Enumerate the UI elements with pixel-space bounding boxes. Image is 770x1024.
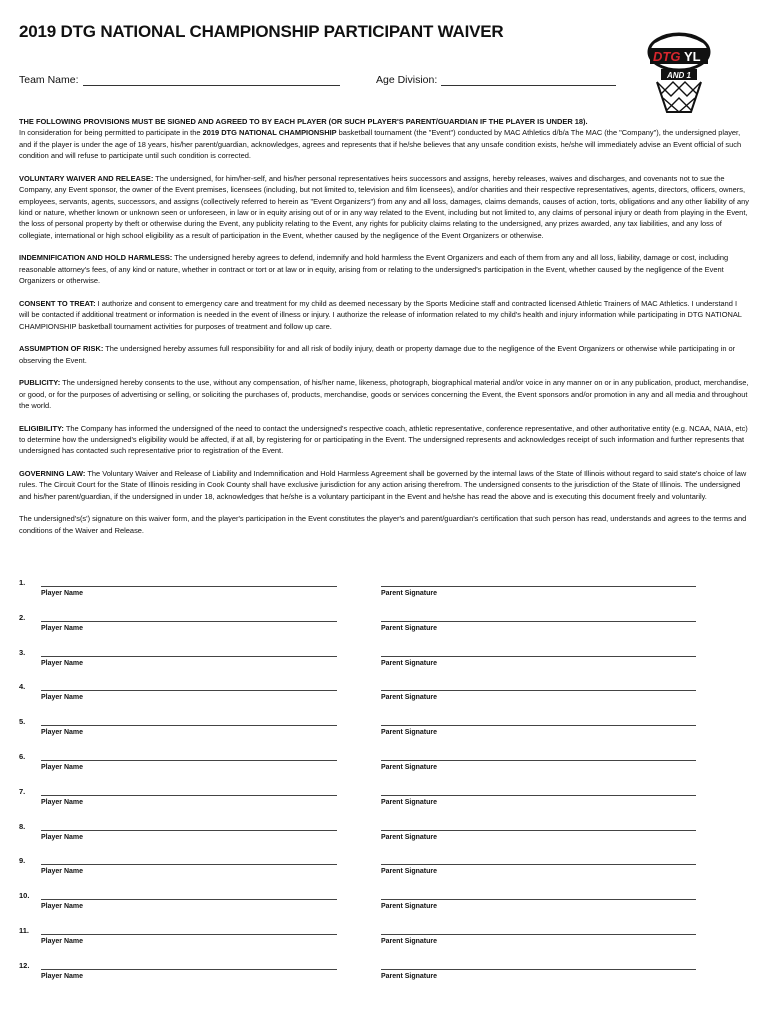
parent-signature-label: Parent Signature bbox=[381, 833, 438, 841]
section-text: The undersigned hereby agrees to defend, indemnify and hold harmless the Event Organizers and each of them from any and all loss, liability, damage or cost, including reasonable attorney's fees, of any kind or nature, whether in contract or tort or at law or in equity, arising from or relating to the undersigned's participation in the Event, whether caused by the negligence of the Event Organizers or otherwise. bbox=[19, 253, 729, 286]
section-heading: CONSENT TO TREAT: bbox=[19, 298, 96, 308]
section-publicity bbox=[19, 377, 749, 411]
row-number: 1. bbox=[19, 578, 26, 587]
player-name-label: Player Name bbox=[41, 868, 84, 876]
player-name-label: Player Name bbox=[41, 624, 84, 632]
parent-signature-label: Parent Signature bbox=[381, 659, 438, 667]
section-heading: VOLUNTARY WAIVER AND RELEASE: bbox=[19, 173, 154, 183]
parent-signature-label: Parent Signature bbox=[381, 624, 438, 632]
row-number: 7. bbox=[19, 786, 26, 796]
parent-signature-line[interactable] bbox=[381, 969, 696, 970]
parent-signature-label: Parent Signature bbox=[381, 590, 438, 597]
signature-row bbox=[19, 607, 759, 642]
section-eligibility bbox=[19, 423, 749, 457]
parent-signature-line[interactable] bbox=[381, 760, 696, 761]
age-division-field[interactable] bbox=[376, 74, 616, 86]
team-name-line[interactable] bbox=[83, 75, 340, 86]
section-voluntary-waiver bbox=[19, 173, 749, 241]
player-name-label: Player Name bbox=[41, 729, 84, 737]
player-name-label: Player Name bbox=[41, 903, 84, 911]
parent-signature-line[interactable] bbox=[381, 934, 696, 935]
section-heading: PUBLICITY: bbox=[19, 378, 61, 388]
player-name-line[interactable] bbox=[41, 760, 337, 761]
player-name-label: Player Name bbox=[41, 937, 84, 945]
section-text: I authorize and consent to emergency care and treatment for my child as deemed necessary by the Sports Medicine staff and contracted licensed Athletic Trainers of MAC Athletics. I understand I will be contacted if additional treatment or information is needed in the event of illness or injury. I authorize the release of information related to my child's health and injury information while participating in DTG NATIONAL CHAMPIONSHIP basketball tournament activities for purposes of treatment and follow up care. bbox=[19, 298, 742, 331]
parent-signature-label: Parent Signature bbox=[381, 694, 438, 702]
player-name-line[interactable] bbox=[41, 656, 337, 657]
row-number: 3. bbox=[19, 647, 26, 657]
section-assumption-of-risk bbox=[19, 343, 749, 366]
closing-paragraph: The undersigned's(s') signature on this waiver form, and the player's participation in the Event constitutes the player's and parent/guardian's certification that such person has read, understands and agrees to the terms and conditions of the Waiver and Release. bbox=[19, 514, 747, 535]
section-heading: ASSUMPTION OF RISK: bbox=[19, 344, 104, 354]
signature-row bbox=[19, 885, 759, 920]
row-number: 11. bbox=[19, 925, 30, 935]
signature-table bbox=[19, 572, 759, 990]
signature-row bbox=[19, 711, 759, 746]
player-name-label: Player Name bbox=[41, 694, 84, 702]
parent-signature-label: Parent Signature bbox=[381, 763, 438, 771]
age-division-line[interactable] bbox=[441, 75, 616, 86]
parent-signature-label: Parent Signature bbox=[381, 903, 438, 911]
player-name-line[interactable] bbox=[41, 969, 337, 970]
age-division-label: Age Division: bbox=[376, 74, 438, 86]
parent-signature-label: Parent Signature bbox=[381, 972, 438, 980]
basketball-hoop-logo-icon bbox=[641, 30, 717, 120]
section-text: The undersigned hereby assumes full responsibility for and all risk of bodily injury, death or property damage due to the negligence of the Event Organizers or otherwise while participating in or observing the Event. bbox=[19, 344, 736, 365]
signature-row bbox=[19, 642, 759, 677]
intro-paragraph bbox=[19, 116, 749, 162]
row-number: 8. bbox=[19, 821, 26, 831]
row-number: 2. bbox=[19, 612, 26, 622]
player-name-line[interactable] bbox=[41, 690, 337, 691]
parent-signature-line[interactable] bbox=[381, 830, 696, 831]
player-name-line[interactable] bbox=[41, 586, 337, 587]
parent-signature-label: Parent Signature bbox=[381, 937, 438, 945]
parent-signature-line[interactable] bbox=[381, 725, 696, 726]
parent-signature-line[interactable] bbox=[381, 864, 696, 865]
section-consent-to-treat bbox=[19, 298, 749, 332]
player-name-line[interactable] bbox=[41, 795, 337, 796]
section-governing-law bbox=[19, 468, 749, 502]
player-name-line[interactable] bbox=[41, 899, 337, 900]
parent-signature-label: Parent Signature bbox=[381, 798, 438, 806]
row-number: 4. bbox=[19, 682, 26, 692]
player-name-line[interactable] bbox=[41, 864, 337, 865]
player-name-label: Player Name bbox=[41, 798, 84, 806]
signature-row bbox=[19, 676, 759, 711]
page-title: 2019 DTG NATIONAL CHAMPIONSHIP PARTICIPANT WAIVER bbox=[19, 22, 504, 41]
section-text: The undersigned, for him/her-self, and his/her personal representatives heirs successors and assigns, hereby releases, waives and discharges, and covenants not to sue the Company, any Event sponsor, the owner of the Event premises, licensees (including, but not limited to, television and film licensees), and/or charities and their respective representatives, agents, directors, officers, owners, employees, servants, agents, successors, and assigns (collectively referred to herein as "Event Organizers") from any and all loss, damages, claims demands, causes of action, torts, obligations and any other liability of any kind or nature, whether known or unknown seen or unforeseen, in law or in equity arising out of or in any way related to the Event, including but not limited to, any claims of personal injury or death from playing in the Event, the loss of personal property by theft or otherwise during the Event, any publicity relating to the Event, any rights for publicity claims relating to the undersigned, any prizes awarded, any tax liabilities, and any loss of collegiate, international or high school eligibility as a result of participation in the Event, whether caused by the negligence of the Event Organizers or otherwise. bbox=[19, 173, 749, 240]
player-name-label: Player Name bbox=[41, 833, 84, 841]
parent-signature-line[interactable] bbox=[381, 690, 696, 691]
parent-signature-label: Parent Signature bbox=[381, 868, 438, 876]
parent-signature-line[interactable] bbox=[381, 621, 696, 622]
row-number: 9. bbox=[19, 856, 26, 866]
section-text: The undersigned hereby consents to the use, without any compensation, of his/her name, likeness, photograph, biographical material and/or voice in any manner on or in any publication, product, merchandise, or good, or for the purposes of advertising or selling, or soliciting the purchases of, products, merchandise, goods or services concerning the Event, the Event sponsors and/or promotion in any and all media and throughout the world. bbox=[19, 378, 749, 411]
section-heading: GOVERNING LAW: bbox=[19, 469, 86, 479]
player-name-line[interactable] bbox=[41, 830, 337, 831]
section-heading: INDEMNIFICATION AND HOLD HARMLESS: bbox=[19, 253, 173, 263]
section-indemnification bbox=[19, 252, 749, 286]
signature-row bbox=[19, 920, 759, 955]
waiver-text bbox=[19, 116, 749, 547]
signature-row bbox=[19, 816, 759, 851]
intro-event-name: 2019 DTG NATIONAL CHAMPIONSHIP bbox=[202, 128, 337, 138]
intro-heading: THE FOLLOWING PROVISIONS MUST BE SIGNED AND AGREED TO BY EACH PLAYER (OR SUCH PLAYER'S PARENT/GUARDIAN IF THE PLAYER IS UNDER 18). bbox=[19, 117, 588, 126]
player-name-line[interactable] bbox=[41, 621, 337, 622]
signature-row bbox=[19, 850, 759, 885]
team-name-label: Team Name: bbox=[19, 74, 79, 86]
signature-row bbox=[19, 955, 759, 990]
team-name-field[interactable] bbox=[19, 74, 340, 86]
parent-signature-label: Parent Signature bbox=[381, 729, 438, 737]
signature-row bbox=[19, 572, 759, 607]
row-number: 5. bbox=[19, 717, 26, 727]
parent-signature-line[interactable] bbox=[381, 795, 696, 796]
signature-row bbox=[19, 746, 759, 781]
parent-signature-line[interactable] bbox=[381, 656, 696, 657]
parent-signature-line[interactable] bbox=[381, 586, 696, 587]
logo-text-side: YL bbox=[684, 49, 701, 64]
intro-text-post: basketball tournament (the "Event") conducted by MAC Athletics d/b/a The MAC (the "Company"), the undersigned player, and if the player is under the age of 18 years, his/her parent/guardian, acknowledges, agrees and represents that if he/she believes that any unsafe condition exists, he/she will immediately advise an Event official of such condition and will refuse to participate until such condition is corrected. bbox=[19, 128, 742, 161]
player-name-label: Player Name bbox=[41, 763, 84, 771]
row-number: 12. bbox=[19, 960, 30, 970]
row-number: 6. bbox=[19, 751, 26, 761]
player-name-label: Player Name bbox=[41, 659, 84, 667]
section-text: The Voluntary Waiver and Release of Liability and Indemnification and Hold Harmless Agreement shall be governed by the internal laws of the State of Illinois without regard to said state's choice of law rules. The Circuit Court for the State of Illinois residing in Cook County shall have exclusive jurisdiction for any action arising therefrom. The undersigned consents to the jurisdiction of the State of Illinois. The undersigned and his/her parent/guardian, if the undersigned in under 18, acknowledges that he/she is a voluntary participant in the Event and he/she has read the above and is executing this document freely and voluntarily. bbox=[19, 469, 747, 501]
intro-text-pre: In consideration for being permitted to participate in the bbox=[19, 128, 203, 138]
player-name-label: Player Name bbox=[41, 590, 84, 597]
player-name-line[interactable] bbox=[41, 934, 337, 935]
parent-signature-line[interactable] bbox=[381, 899, 696, 900]
signature-row bbox=[19, 781, 759, 816]
section-text: The Company has informed the undersigned of the need to contact the undersigned's respective coach, athletic representative, conference representative, and other authoritative entity (e.g. NCAA, NAIA, etc) to determine how the undersigned's eligibility would be affected, if at all, by registering for or participating in the Event. The undersigned represents and acknowledges receipt of such information and further represents that undersigned has contacted such representative prior to registration of the Event. bbox=[19, 423, 748, 456]
row-number: 10. bbox=[19, 891, 30, 901]
section-heading: ELIGIBILITY: bbox=[19, 423, 64, 433]
player-name-line[interactable] bbox=[41, 725, 337, 726]
logo-text-main: DTG bbox=[653, 49, 681, 64]
player-name-label: Player Name bbox=[41, 972, 84, 980]
logo-text-sub: AND 1 bbox=[666, 71, 692, 80]
